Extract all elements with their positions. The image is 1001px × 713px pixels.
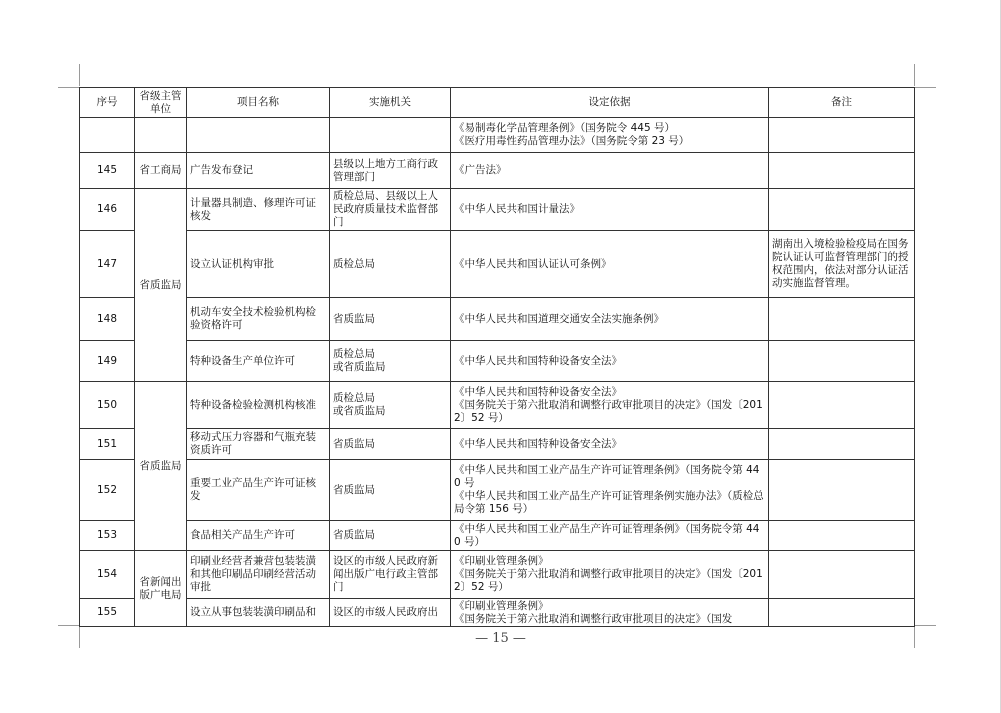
basis-line: 《中华人民共和国特种设备安全法》 <box>454 437 622 450</box>
row-number: 155 <box>80 599 135 627</box>
basis-line: 《中华人民共和国计量法》 <box>454 203 580 215</box>
agency-cell: 省质监局 <box>330 429 451 460</box>
table-row <box>80 382 915 429</box>
note-cell <box>769 551 915 599</box>
header-note: 备注 <box>769 88 915 118</box>
department-cell: 省工商局 <box>135 153 187 189</box>
header-department: 省级主管单位 <box>135 88 187 118</box>
crop-mark <box>914 87 936 88</box>
item-name-cell: 计量器具制造、修理许可证核发 <box>187 189 330 231</box>
row-number: 146 <box>80 189 135 231</box>
basis-cell <box>451 460 769 521</box>
basis-line: 《中华人民共和国特种设备安全法》 <box>454 354 622 367</box>
basis-cell <box>451 551 769 599</box>
basis-line: 《中华人民共和国工业产品生产许可证管理条例》（国务院令第 440 号 <box>454 464 760 489</box>
item-name-cell: 特种设备生产单位许可 <box>187 341 330 382</box>
department-cell <box>135 118 187 153</box>
basis-line: 《中华人民共和国工业产品生产许可证管理条例》（国务院令第 440 号） <box>454 522 760 548</box>
row-number: 150 <box>80 382 135 429</box>
approval-items-table <box>79 87 915 627</box>
note-cell <box>769 153 915 189</box>
table-row <box>80 429 915 460</box>
table-row <box>80 341 915 382</box>
basis-cell <box>451 231 769 298</box>
table-row <box>80 153 915 189</box>
basis-line: 《中华人民共和国工业产品生产许可证管理条例实施办法》（质检总局令第 156 号） <box>454 490 764 515</box>
basis-cell <box>451 298 769 341</box>
item-name-cell: 食品相关产品生产许可 <box>187 521 330 551</box>
header-basis: 设定依据 <box>451 88 769 118</box>
note-cell <box>769 382 915 429</box>
item-name-cell <box>187 118 330 153</box>
agency-cell <box>330 118 451 153</box>
row-number: 151 <box>80 429 135 460</box>
basis-cell <box>451 599 769 627</box>
row-number: 148 <box>80 298 135 341</box>
item-name-cell: 移动式压力容器和气瓶充装资质许可 <box>187 429 330 460</box>
header-number: 序号 <box>80 88 135 118</box>
row-number: 154 <box>80 551 135 599</box>
basis-line: 《国务院关于第六批取消和调整行政审批项目的决定》（国发 <box>454 612 733 625</box>
table-row <box>80 551 915 599</box>
page-number: — 15 — <box>475 631 526 646</box>
header-agency: 实施机关 <box>330 88 451 118</box>
header-item-name: 项目名称 <box>187 88 330 118</box>
department-cell: 省质监局 <box>135 382 187 551</box>
agency-cell: 设区的市级人民政府出 <box>330 599 451 627</box>
agency-cell: 质检总局、县级以上人民政府质量技术监督部门 <box>330 189 451 231</box>
agency-cell: 省质监局 <box>330 298 451 341</box>
note-cell <box>769 521 915 551</box>
item-name-cell: 机动车安全技术检验机构检验资格许可 <box>187 298 330 341</box>
basis-line: 《印刷业管理条例》 <box>454 555 549 567</box>
basis-cell <box>451 521 769 551</box>
table-row <box>80 118 915 153</box>
table-row <box>80 599 915 627</box>
basis-cell <box>451 189 769 231</box>
agency-cell: 质检总局 <box>330 231 451 298</box>
crop-mark <box>58 625 80 626</box>
item-name-cell: 印刷业经营者兼营包装装潢和其他印刷品印刷经营活动审批 <box>187 551 330 599</box>
basis-line: 《印刷业管理条例》 <box>454 599 549 612</box>
note-cell <box>769 599 915 627</box>
table-row <box>80 460 915 521</box>
crop-mark <box>79 64 80 86</box>
table-row <box>80 298 915 341</box>
crop-mark <box>58 87 80 88</box>
agency-cell: 县级以上地方工商行政管理部门 <box>330 153 451 189</box>
row-number: 147 <box>80 231 135 298</box>
basis-cell <box>451 341 769 382</box>
agency-cell: 省质监局 <box>330 521 451 551</box>
basis-line: 《中华人民共和国认证认可条例》 <box>454 257 612 270</box>
agency-cell: 省质监局 <box>330 460 451 521</box>
note-cell <box>769 341 915 382</box>
basis-cell <box>451 382 769 429</box>
row-number: 145 <box>80 153 135 189</box>
crop-mark <box>914 64 915 86</box>
basis-line: 《广告法》 <box>454 164 507 176</box>
basis-line: 《医疗用毒性药品管理办法》（国务院令第 23 号） <box>454 135 690 147</box>
table-header-row <box>80 88 915 118</box>
item-name-cell: 重要工业产品生产许可证核发 <box>187 460 330 521</box>
basis-line: 《国务院关于第六批取消和调整行政审批项目的决定》（国发〔2012〕52 号） <box>454 398 763 424</box>
basis-cell <box>451 153 769 189</box>
note-cell: 湖南出入境检验检疫局在国务院认证认可监督管理部门的授权范围内，依法对部分认证活动实施监督管理。 <box>769 231 915 298</box>
agency-cell: 设区的市级人民政府新闻出版广电行政主管部门 <box>330 551 451 599</box>
table-row <box>80 521 915 551</box>
crop-mark <box>914 625 936 626</box>
row-number: 149 <box>80 341 135 382</box>
note-cell <box>769 118 915 153</box>
basis-line: 《易制毒化学品管理条例》（国务院令 445 号） <box>454 122 675 134</box>
basis-line: 《中华人民共和国特种设备安全法》 <box>454 385 622 398</box>
basis-cell <box>451 429 769 460</box>
basis-cell <box>451 118 769 153</box>
item-name-cell: 特种设备检验检测机构核准 <box>187 382 330 429</box>
agency-cell: 质检总局 或省质监局 <box>330 341 451 382</box>
table-row <box>80 231 915 298</box>
basis-line: 《国务院关于第六批取消和调整行政审批项目的决定》（国发〔2012〕52 号） <box>454 568 763 593</box>
item-name-cell: 广告发布登记 <box>187 153 330 189</box>
row-number <box>80 118 135 153</box>
agency-cell: 质检总局 或省质监局 <box>330 382 451 429</box>
item-name-cell: 设立从事包装装潢印刷品和 <box>187 599 330 627</box>
note-cell <box>769 460 915 521</box>
basis-line: 《中华人民共和国道理交通安全法实施条例》 <box>454 312 664 325</box>
note-cell <box>769 189 915 231</box>
item-name-cell: 设立认证机构审批 <box>187 231 330 298</box>
row-number: 152 <box>80 460 135 521</box>
note-cell <box>769 429 915 460</box>
row-number: 153 <box>80 521 135 551</box>
department-cell: 省新闻出版广电局 <box>135 551 187 627</box>
note-cell <box>769 298 915 341</box>
department-cell: 省质监局 <box>135 189 187 382</box>
table-row <box>80 189 915 231</box>
